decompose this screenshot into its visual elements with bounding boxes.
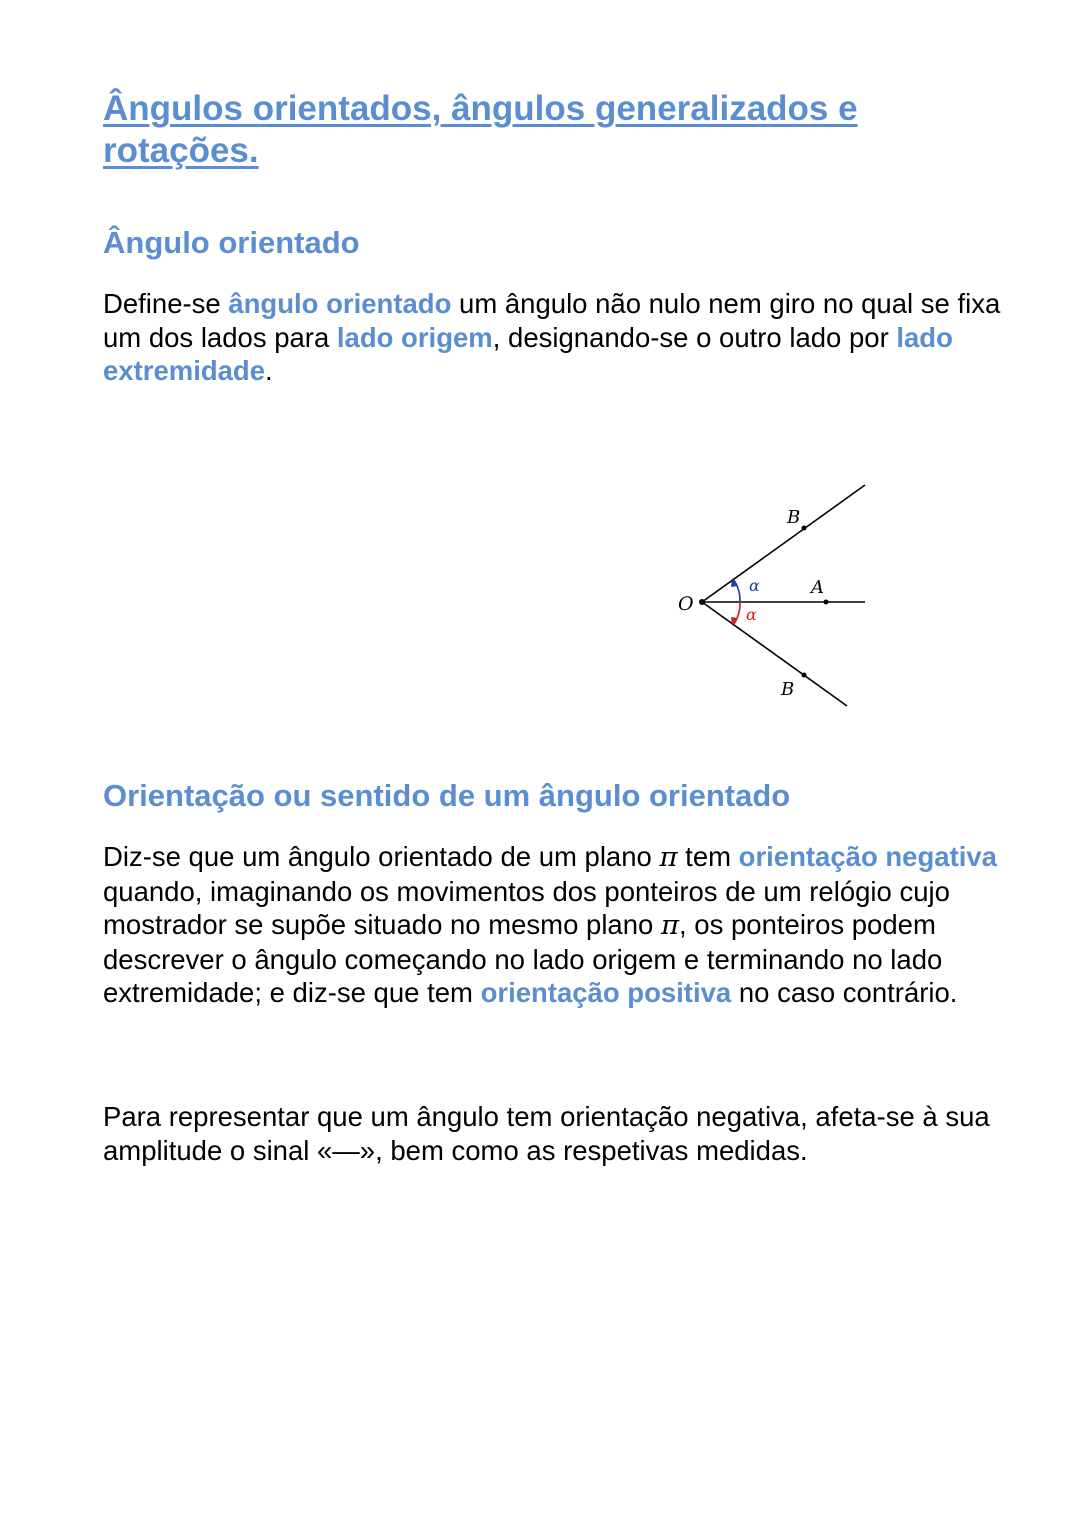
orientation-paragraph bbox=[103, 840, 1008, 1010]
highlight-term: lado origem bbox=[336, 321, 493, 353]
pi-symbol: π bbox=[659, 841, 678, 873]
document-title: Ângulos orientados, ângulos generalizados e rotações. bbox=[103, 89, 858, 170]
text-run: tem bbox=[677, 841, 739, 872]
text-run: no caso contrário. bbox=[731, 977, 958, 1009]
definition-paragraph bbox=[103, 287, 1008, 388]
label-a: A bbox=[811, 577, 824, 598]
point-b-upper bbox=[802, 526, 807, 531]
highlight-term: ângulo orientado bbox=[228, 288, 452, 319]
highlight-term: orientação negativa bbox=[738, 841, 997, 872]
point-a bbox=[824, 600, 829, 605]
label-o: O bbox=[678, 593, 694, 615]
highlight-term: orientação positiva bbox=[480, 977, 732, 1009]
highlight-term: lado extremidade bbox=[103, 321, 953, 387]
oriented-angle-diagram bbox=[660, 470, 880, 720]
text-run: , designando-se o outro lado por bbox=[492, 321, 897, 353]
text-run: Diz-se que um ângulo orientado de um plano bbox=[103, 841, 660, 872]
label-alpha-negative: α bbox=[746, 605, 757, 624]
label-b-upper: B bbox=[787, 507, 801, 528]
text-run: , os ponteiros podem descrever o ângulo começando no lado origem e terminando no lado extremidade; e diz-se que tem bbox=[103, 909, 943, 1009]
label-b-lower: B bbox=[781, 679, 795, 700]
upper-ray bbox=[702, 485, 865, 602]
text-run: quando, imaginando os movimentos dos ponteiros de um relógio cujo mostrador se supõe situado no mesmo plano bbox=[103, 875, 950, 941]
text-run: um ângulo não nulo nem giro no qual se fixa um dos lados para bbox=[103, 288, 1001, 353]
point-o bbox=[699, 599, 705, 605]
section-heading-orientacao: Orientação ou sentido de um ângulo orientado bbox=[103, 778, 791, 813]
label-alpha-positive: α bbox=[749, 576, 760, 595]
notation-paragraph: Para representar que um ângulo tem orientação negativa, afeta-se à sua amplitude o sinal «—», bem como as respetivas medidas. bbox=[103, 1101, 990, 1166]
text-run: . bbox=[265, 355, 273, 387]
point-b-lower bbox=[802, 673, 807, 678]
lower-ray bbox=[702, 602, 847, 706]
text-run: Define-se bbox=[103, 288, 229, 319]
section-heading-angulo-orientado: Ângulo orientado bbox=[103, 225, 360, 260]
pi-symbol: π bbox=[660, 909, 680, 942]
